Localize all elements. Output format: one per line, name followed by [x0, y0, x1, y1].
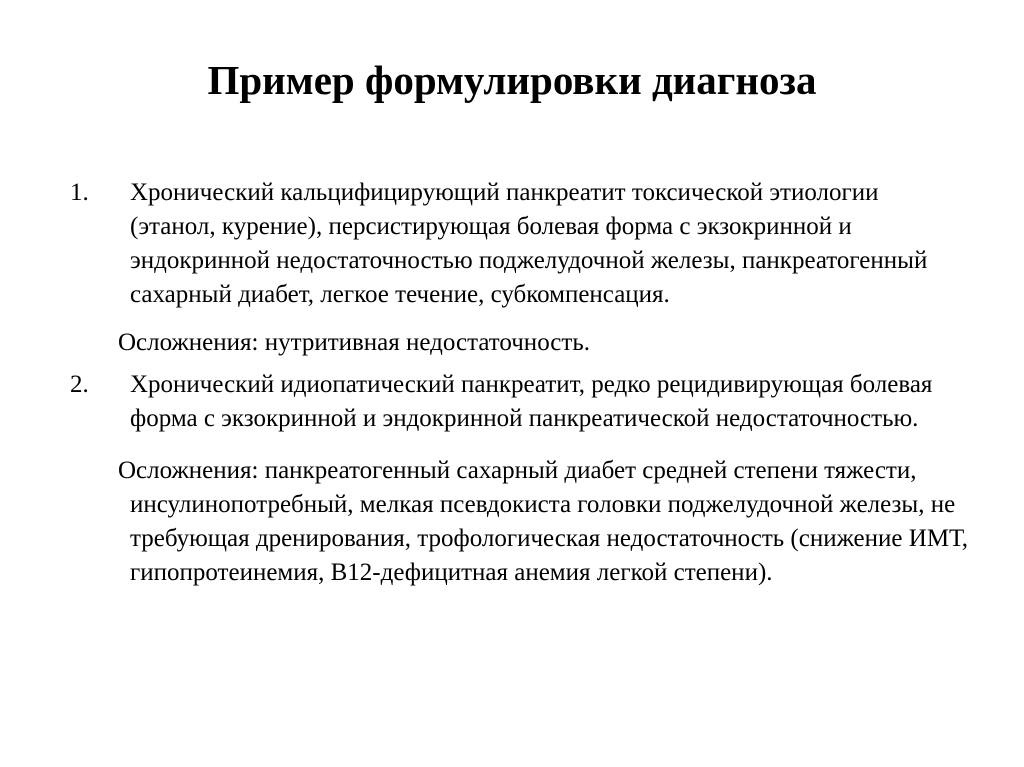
item-text: Хронический идиопатический панкреатит, редко рецидивирующая болевая форма с экзокринной и эндокринной панкреатической недостаточностью.	[130, 371, 933, 432]
slide-title: Пример формулировки диагноза	[207, 57, 817, 103]
item-number: 1.	[70, 179, 89, 206]
item-complications: Осложнения: панкреатогенный сахарный диабет средней степени тяжести, инсулинопотребный, мелкая псевдокиста головки поджелудочной железы, не требующая дренирования, трофологическая недостаточность (снижение ИМТ, гипопротеинемия, В12-дефицитная анемия легкой степени).	[118, 457, 969, 586]
item-complications: Осложнения: нутритивная недостаточность.	[118, 329, 590, 356]
item-number: 2.	[70, 371, 89, 398]
list-item	[70, 368, 970, 436]
list-item	[70, 176, 970, 312]
item-text: Хронический кальцифицирующий панкреатит токсической этиологии (этанол, курение), персистирующая болевая форма с экзокринной и эндокринной недостаточностью поджелудочной железы, панкреатогенный сахарный диабет, легкое течение, субкомпенсация.	[130, 179, 928, 308]
diagnosis-list	[70, 176, 970, 590]
